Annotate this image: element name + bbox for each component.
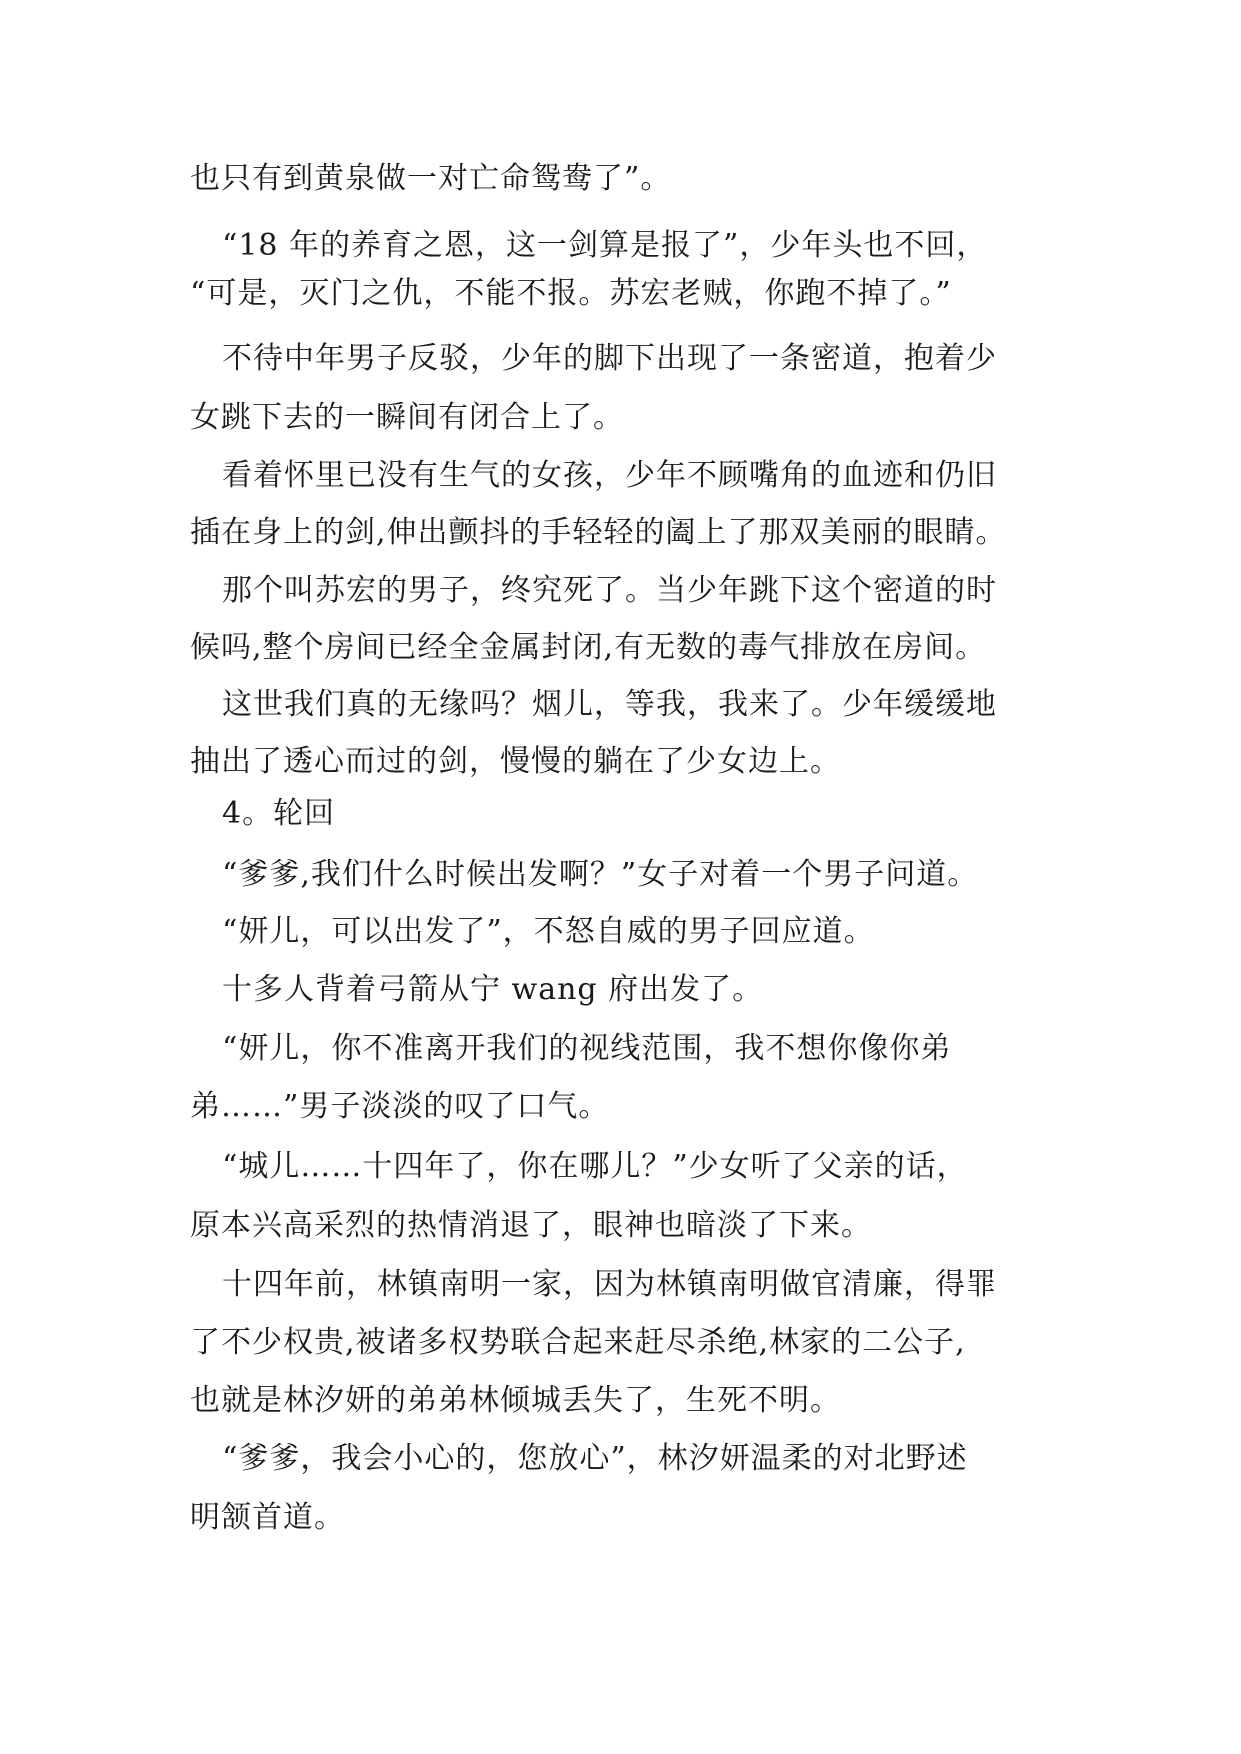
text-line: 十四年前，林镇南明一家，因为林镇南明做官清廉，得罪	[222, 1267, 997, 1302]
text-line: 了不少权贵,被诸多权势联合起来赶尽杀绝,林家的二公子,	[190, 1325, 966, 1360]
text-line: 也就是林汐妍的弟弟林倾城丢失了，生死不明。	[190, 1383, 841, 1418]
text-line: 看着怀里已没有生气的女孩，少年不顾嘴角的血迹和仍旧	[222, 458, 997, 493]
text-line: 那个叫苏宏的男子，终究死了。当少年跳下这个密道的时	[222, 573, 997, 608]
text-line: 弟……”男子淡淡的叹了口气。	[190, 1089, 610, 1124]
text-line: 抽出了透心而过的剑，慢慢的躺在了少女边上。	[190, 744, 841, 779]
text-line: “18 年的养育之恩，这一剑算是报了”，少年头也不回，	[222, 228, 988, 263]
text-line: “妍儿，你不准离开我们的视线范围，我不想你像你弟	[222, 1031, 952, 1066]
text-line: “爹爹，我会小心的，您放心”，林汐妍温柔的对北野述	[222, 1441, 968, 1476]
text-line: 这世我们真的无缘吗？烟儿，等我，我来了。少年缓缓地	[222, 687, 997, 722]
text-line: 候吗,整个房间已经全金属封闭,有无数的毒气排放在房间。	[190, 630, 987, 665]
text-line: “城儿……十四年了，你在哪儿？”少女听了父亲的话，	[222, 1149, 968, 1184]
text-line: 女跳下去的一瞬间有闭合上了。	[190, 400, 624, 435]
text-line: “可是，灭门之仇，不能不报。苏宏老贼，你跑不掉了。”	[190, 276, 952, 311]
text-line: 也只有到黄泉做一对亡命鸳鸯了”。	[190, 161, 672, 196]
text-line: 十多人背着弓箭从宁 wang 府出发了。	[222, 972, 764, 1007]
text-line: 明颔首道。	[190, 1500, 345, 1535]
text-line: 不待中年男子反驳，少年的脚下出现了一条密道，抱着少	[222, 341, 997, 376]
text-line: 插在身上的剑,伸出颤抖的手轻轻的阖上了那双美丽的眼睛。	[190, 515, 1007, 550]
text-line: “爹爹,我们什么时候出发啊？”女子对着一个男子问道。	[222, 857, 979, 892]
text-line: 原本兴高采烈的热情消退了，眼神也暗淡了下来。	[190, 1208, 872, 1243]
text-line: “妍儿，可以出发了”，不怒自威的男子回应道。	[222, 914, 875, 949]
section-heading: 4。轮回	[222, 796, 336, 831]
